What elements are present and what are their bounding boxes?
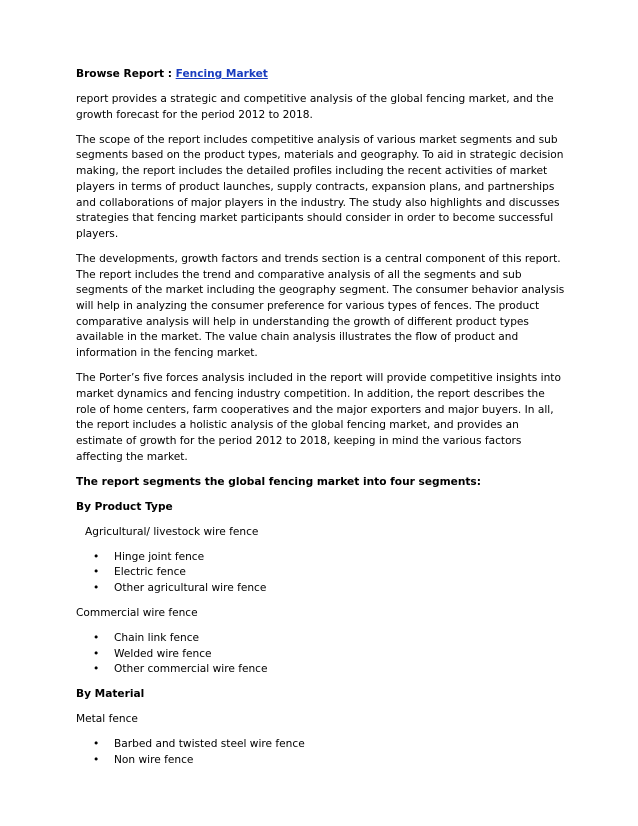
bullet-icon: • [93, 550, 100, 563]
document-page [76, 67, 566, 778]
bullet-icon: • [93, 566, 100, 579]
list-item [76, 753, 566, 769]
bullet-icon: • [93, 632, 100, 645]
browse-report-prefix: Browse Report : [76, 68, 176, 80]
list-item [76, 662, 566, 678]
list-item-text: Other agricultural wire fence [114, 582, 267, 595]
product-type-heading: By Product Type [76, 500, 173, 513]
paragraph-porters: The Porter’s five forces analysis included in the report will provide competitive insights into market dynamics and fencing industry competition. In addition, the report describes the role of home centers, farm cooperatives and the major exporters and major buyers. In all, the report includes a holistic analysis of the global fencing market, and provides an estimate of growth for the period 2012 to 2018, keeping in mind the various factors affecting the market. [76, 372, 561, 463]
bullet-icon: • [93, 738, 100, 751]
list-item [76, 550, 566, 566]
paragraph-intro: report provides a strategic and competitive analysis of the global fencing market, and the growth forecast for the period 2012 to 2018. [76, 93, 554, 121]
list-item-text: Chain link fence [114, 632, 200, 645]
agricultural-label: Agricultural/ livestock wire fence [85, 525, 259, 538]
bullet-icon: • [93, 663, 100, 676]
metal-label: Metal fence [76, 713, 138, 726]
bullet-icon: • [93, 647, 100, 660]
paragraph-developments: The developments, growth factors and trends section is a central component of this report. The report includes the trend and comparative analysis of all the segments and sub segments of the market including the geography segment. The consumer behavior analysis will help in analyzing the consumer preference for various types of fences. The product comparative analysis will help in understanding the growth of different product types available in the market. The value chain analysis illustrates the flow of product and information in the fencing market. [76, 252, 565, 360]
list-item-text: Non wire fence [114, 754, 194, 767]
list-item [76, 565, 566, 581]
paragraph-scope: The scope of the report includes competitive analysis of various market segments and sub segments based on the product types, materials and geography. To aid in strategic decision making, the report includes the detailed profiles including the recent activities of market players in terms of product launches, supply contracts, expansion plans, and partnerships and collaborations of major players in the industry. The study also highlights and discusses strategies that fencing market participants should consider in order to become successful players. [76, 133, 564, 240]
list-item-text: Welded wire fence [114, 647, 212, 660]
list-item [76, 631, 566, 647]
bullet-icon: • [93, 754, 100, 767]
material-heading: By Material [76, 688, 145, 701]
segments-heading: The report segments the global fencing market into four segments: [76, 475, 481, 488]
list-item [76, 737, 566, 753]
commercial-label: Commercial wire fence [76, 607, 198, 620]
list-item-text: Barbed and twisted steel wire fence [114, 738, 305, 751]
list-item [76, 647, 566, 663]
list-item-text: Other commercial wire fence [114, 663, 268, 676]
list-item [76, 581, 566, 597]
list-item-text: Hinge joint fence [114, 550, 205, 563]
commercial-list [76, 631, 566, 678]
bullet-icon: • [93, 582, 100, 595]
metal-list [76, 737, 566, 768]
list-item-text: Electric fence [114, 566, 186, 579]
browse-report-line [76, 67, 566, 83]
fencing-market-link[interactable]: Fencing Market [175, 68, 268, 80]
agricultural-list [76, 550, 566, 597]
